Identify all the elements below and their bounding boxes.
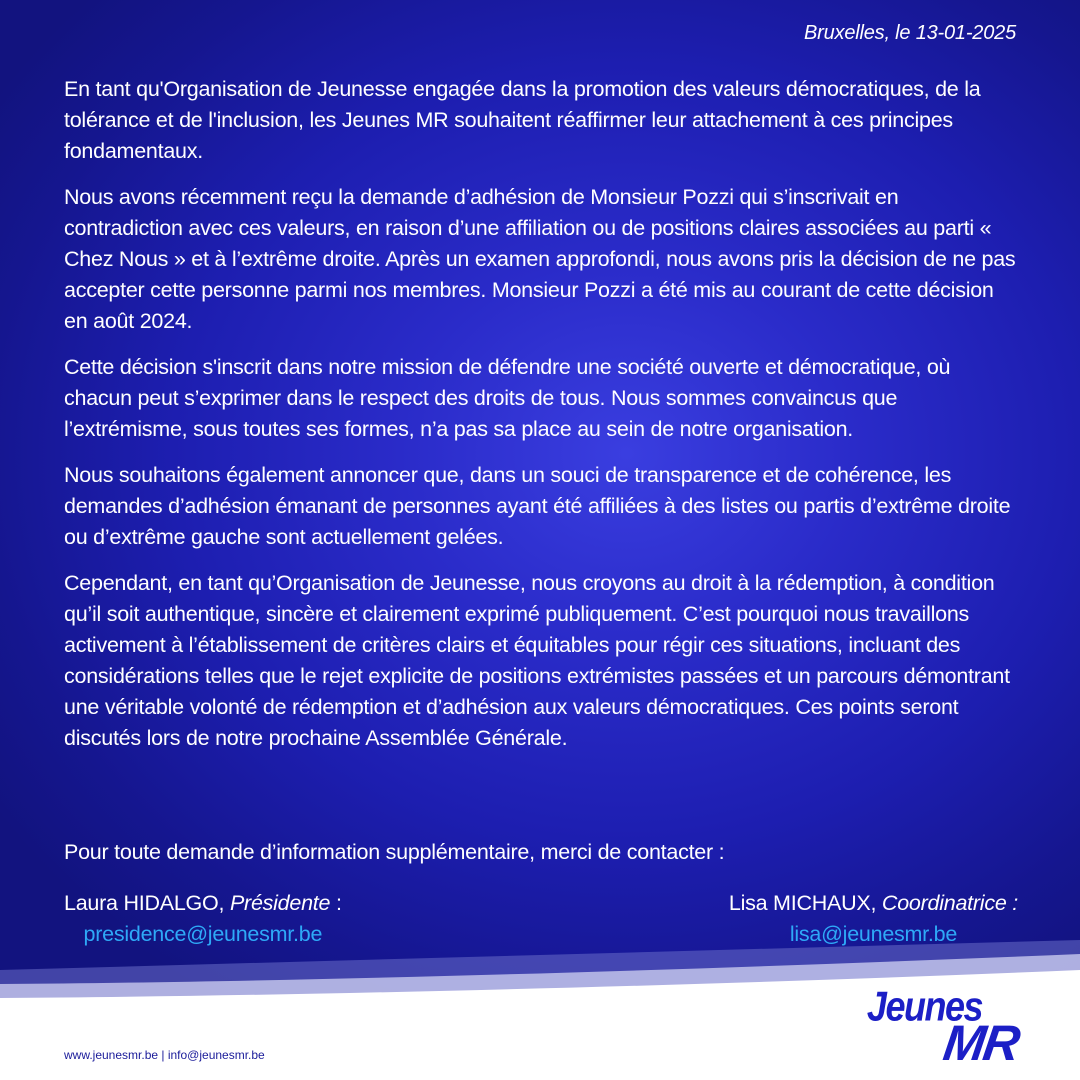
logo-line1: Jeunes [866,982,982,1030]
president-email-link[interactable]: presidence@jeunesmr.be [83,922,323,946]
contact-role: Coordinatrice : [881,891,1018,915]
document-date: Bruxelles, le 13-01-2025 [804,22,1016,44]
paragraph-1: En tant qu'Organisation de Jeunesse engagée dans la promotion des valeurs démocratiques, de la tolérance et de l'inclusion, les Jeunes MR souhaitent réaffirmer leur attachement à ces principes fondamentaux. [64,77,981,163]
contact-role: Présidente [229,891,331,915]
logo-line2: MR [940,1015,1022,1071]
footer-links[interactable]: www.jeunesmr.be | info@jeunesmr.be [64,1048,265,1062]
contact-name: Lisa MICHAUX, [728,891,877,915]
paragraph-3: Cette décision s'inscrit dans notre mission de défendre une société ouverte et démocratique, où chacun peut s’exprimer dans le respect des droits de tous. Nous sommes convaincus que l’extrémisme, sous toutes ses formes, n’a pas sa place au sein de notre organisation. [64,355,951,441]
jeunes-mr-logo [866,982,1022,1071]
contact-intro: Pour toute demande d’information supplémentaire, merci de contacter : [64,840,725,864]
contact-name: Laura HIDALGO, [64,891,225,915]
letter-body [64,74,1022,769]
paragraph-4: Nous souhaitons également annoncer que, dans un souci de transparence et de cohérence, les demandes d’adhésion émanant de personnes ayant été affiliées à des listes ou partis d’extrême droite ou d’extrême gauche sont actuellement gelées. [64,463,1011,549]
paragraph-5: Cependant, en tant qu’Organisation de Jeunesse, nous croyons au droit à la rédemption, à condition qu’il soit authentique, sincère et clairement exprimé publiquement. C’est pourquoi nous travaillons activement à l’établissement de critères clairs et équitables pour régir ces situations, incluant des considérations telles que le rejet explicite de positions extrémistes passées et un parcours démontrant une véritable volonté de rédemption et d’adhésion aux valeurs démocratiques. Ces points seront discutés lors de notre prochaine Assemblée Générale. [64,571,1010,750]
paragraph-2: Nous avons récemment reçu la demande d’adhésion de Monsieur Pozzi qui s’inscrivait en contradiction avec ces valeurs, en raison d’une affiliation ou de positions claires associées au parti « Chez Nous » et à l’extrême droite. Après un examen approfondi, nous avons pris la décision de ne pas accepter cette personne parmi nos membres. Monsieur Pozzi a été mis au courant de cette décision en août 2024. [64,185,1016,333]
coordinator-email-link[interactable]: lisa@jeunesmr.be [789,922,958,946]
contact-suffix: : [330,891,342,915]
